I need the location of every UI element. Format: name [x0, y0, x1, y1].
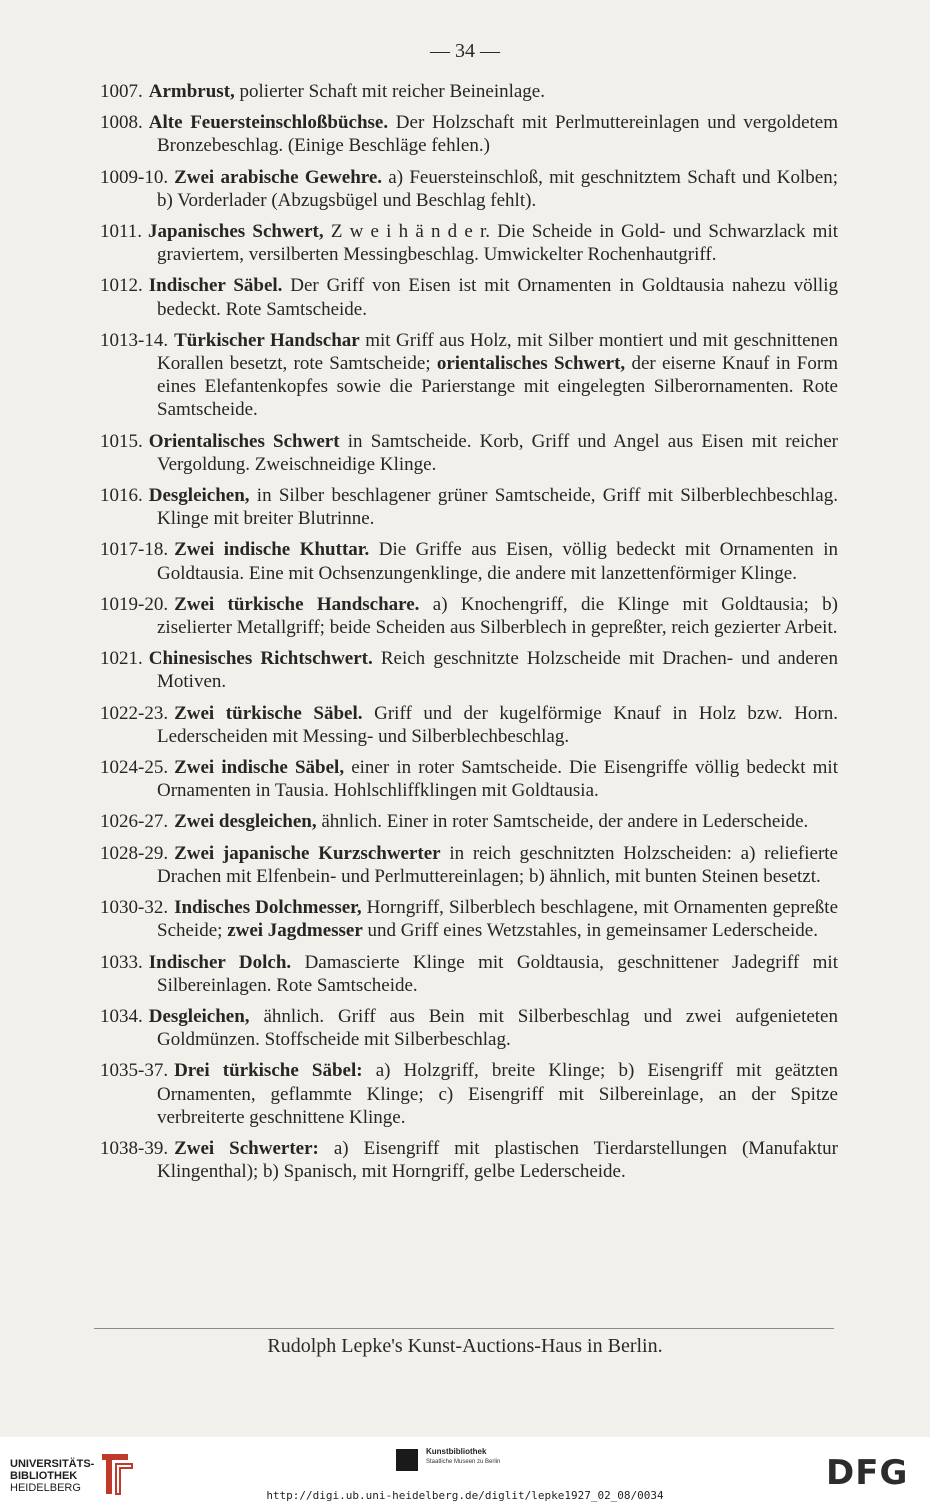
item-description: polierter Schaft mit reicher Beineinlage.: [234, 81, 545, 102]
catalogue-entry: [100, 329, 838, 422]
catalogue-entry: [100, 756, 838, 802]
lot-number: 1034.: [100, 1005, 143, 1027]
catalogue-entry: [100, 1005, 838, 1051]
catalogue-entry: [100, 1059, 838, 1129]
catalogue-entry: [100, 951, 838, 997]
item-description: Damascierte Klinge mit Goldtausia, geschnittener Jadegriff mit Silbereinlagen. Rote Samtscheide.: [157, 951, 838, 996]
lot-number: 1030-32.: [100, 897, 169, 919]
item-description: einer in roter Samtscheide. Die Eisengriffe völlig bedeckt mit Ornamenten in Tausia. Hohlschliffklingen mit Goldtausia.: [157, 757, 838, 802]
lot-number: 1024-25.: [100, 757, 169, 779]
library-name-line2: BIBLIOTHEK: [10, 1470, 78, 1482]
lot-number: 1028-29.: [100, 842, 169, 864]
item-description: a) Knochengriff, die Klinge mit Goldtausia; b) ziselierter Metallgriff; beide Scheiden aus Silberblech in gepreßter, reich gezierter Arbeit.: [157, 593, 838, 639]
catalogue-entry: [100, 430, 838, 476]
item-title: Desgleichen,: [148, 485, 250, 507]
lot-number: 1026-27.: [100, 811, 169, 833]
lot-number: 1011.: [100, 221, 143, 243]
item-description: Horngriff, Silberblech beschlagene, mit Ornamenten gepreßte Scheide;: [157, 897, 839, 942]
kunstbibliothek-subtitle: Staatliche Museen zu Berlin: [426, 1459, 501, 1465]
catalogue-entry: [100, 80, 838, 103]
item-description: Die Griffe aus Eisen, völlig bedeckt mit Ornamenten in Goldtausia. Eine mit Ochsenzungenklinge, die andere mit lanzettenförmiger Klinge.: [157, 539, 838, 584]
catalogue-entry: [100, 842, 838, 888]
lot-number: 1013-14.: [100, 329, 169, 351]
catalogue-entry: [100, 896, 838, 942]
item-description: ähnlich. Einer in roter Samtscheide, der andere in Lederscheide.: [316, 811, 809, 833]
lot-number: 1008.: [100, 112, 143, 134]
item-description: in reich geschnitzten Holzscheiden: a) reliefierte Drachen mit Elfenbein- und Perlmuttereinlagen; b) ähnlich, mit bunten Steinen besetzt.: [157, 842, 838, 887]
footer-rule: [94, 1328, 834, 1329]
item-title: Zwei japanische Kurzschwerter: [174, 842, 441, 864]
lot-number: 1017-18.: [100, 539, 169, 561]
item-title: Indischer Säbel.: [148, 275, 283, 297]
item-title: orientalisches Schwert,: [436, 353, 626, 375]
catalogue-entry: [100, 647, 838, 693]
item-title: Zwei indische Säbel,: [174, 757, 345, 779]
lot-number: 1038-39.: [100, 1137, 169, 1159]
catalogue-entry: [100, 538, 838, 584]
catalogue-entry: [100, 1137, 838, 1183]
library-name-line3: HEIDELBERG: [10, 1482, 81, 1494]
item-description: Der Griff von Eisen ist mit Ornamenten in Goldtausia nahezu völlig bedeckt. Rote Samtscheide.: [157, 275, 838, 320]
lot-number: 1015.: [100, 430, 143, 452]
item-title: Chinesisches Richtschwert.: [148, 648, 373, 670]
kunstbibliothek-name: Kunstbibliothek: [426, 1447, 487, 1456]
item-title: Zwei Schwerter:: [174, 1137, 319, 1159]
item-title: Alte Feuersteinschloßbüchse.: [148, 112, 389, 134]
lot-number: 1007.: [100, 81, 143, 102]
source-url-link[interactable]: http://digi.ub.uni-heidelberg.de/diglit/lepke1927_02_08/0034: [266, 1489, 664, 1502]
library-name-line1: UNIVERSITÄTS-: [10, 1458, 95, 1470]
auction-house-footer: Rudolph Lepke's Kunst-Auctions-Haus in Berlin.: [267, 1335, 663, 1357]
catalogue-entry: [100, 702, 838, 748]
item-description: ähnlich. Griff aus Bein mit Silberbeschlag und zwei aufgenieteten Goldmünzen. Stoffscheide mit Silberbeschlag.: [157, 1005, 838, 1051]
lot-number: 1035-37.: [100, 1060, 169, 1082]
item-title: Drei türkische Säbel:: [174, 1060, 363, 1082]
lot-number: 1012.: [100, 275, 143, 297]
item-description: mit Griff aus Holz, mit Silber montiert und mit geschnittenen Korallen besetzt, rote Samtscheide;: [157, 329, 838, 375]
catalogue-entry: [100, 274, 838, 320]
item-title: Zwei desgleichen,: [174, 811, 317, 833]
catalogue-entry: [100, 166, 838, 212]
catalogue-entries: [100, 80, 838, 1191]
item-title: Zwei arabische Gewehre.: [174, 166, 383, 188]
lot-number: 1022-23.: [100, 702, 169, 724]
item-description: in Silber beschlagener grüner Samtscheide, Griff mit Silberblechbeschlag. Klinge mit breiter Blutrinne.: [157, 485, 838, 530]
item-title: Türkischer Handschar: [174, 329, 360, 351]
catalogue-entry: [100, 484, 838, 530]
catalogue-entry: [100, 810, 838, 833]
catalogue-entry: [100, 220, 838, 266]
item-title: Armbrust,: [148, 81, 235, 102]
lot-number: 1021.: [100, 648, 143, 670]
catalogue-entry: [100, 593, 838, 639]
item-title: Zwei türkische Handschare.: [174, 593, 420, 615]
item-description: der eiserne Knauf in Form eines Elefantenkopfes sowie die Parierstange mit eingelegten Silberornamenten. Rote Samtscheide.: [157, 353, 838, 421]
lot-number: 1019-20.: [100, 593, 169, 615]
item-description: Der Holzschaft mit Perlmuttereinlagen und vergoldetem Bronzebeschlag. (Einige Beschläge fehlen.): [157, 112, 839, 157]
item-description: a) Holzgriff, breite Klinge; b) Eisengriff mit geätzten Ornamenten, geflammte Klinge; c) Eisengriff mit Silbereinlage, an der Spitze verbreiterte geschnittene Klinge.: [157, 1060, 839, 1128]
item-title: Zwei türkische Säbel.: [174, 702, 363, 724]
item-description: und Griff eines Wetzstahles, in gemeinsamer Lederscheide.: [362, 920, 818, 942]
item-title: Indischer Dolch.: [148, 951, 292, 973]
item-description: in Samtscheide. Korb, Griff und Angel aus Eisen mit reicher Vergoldung. Zweischneidige Klinge.: [157, 430, 838, 475]
item-title: Japanisches Schwert,: [148, 221, 324, 243]
item-title: Orientalisches Schwert: [148, 430, 340, 452]
item-description: a) Feuersteinschloß, mit geschnitztem Schaft und Kolben; b) Vorderlader (Abzugsbügel und Beschlag fehlt).: [157, 166, 838, 211]
lot-number: 1016.: [100, 485, 143, 507]
item-description: Z w e i h ä n d e r. Die Scheide in Gold- und Schwarzlack mit graviertem, versilberten Messingbeschlag. Umwickelter Rochenhautgriff.: [157, 221, 839, 266]
item-description: Reich geschnitzte Holzscheide mit Drachen- und anderen Motiven.: [157, 648, 838, 693]
item-title: Zwei indische Khuttar.: [174, 539, 370, 561]
dfg-logo[interactable]: DFG: [826, 1453, 909, 1493]
kunstbibliothek-mark-icon: [396, 1449, 418, 1471]
item-title: Desgleichen,: [148, 1005, 250, 1027]
item-description: a) Eisengriff mit plastischen Tierdarstellungen (Manufaktur Klingenthal); b) Spanisch, mit Horngriff, gelbe Lederscheide.: [157, 1137, 838, 1183]
catalogue-entry: [100, 111, 838, 157]
item-title: zwei Jagdmesser: [227, 920, 363, 942]
item-title: Indisches Dolchmesser,: [174, 897, 362, 919]
kunstbibliothek-logo[interactable]: [396, 1447, 546, 1477]
page-number: — 34 —: [430, 40, 500, 62]
lot-number: 1033.: [100, 951, 143, 973]
item-description: Griff und der kugelförmige Knauf in Holz bzw. Horn. Lederscheiden mit Messing- und Silberblechbeschlag.: [157, 702, 838, 747]
lot-number: 1009-10.: [100, 166, 169, 188]
